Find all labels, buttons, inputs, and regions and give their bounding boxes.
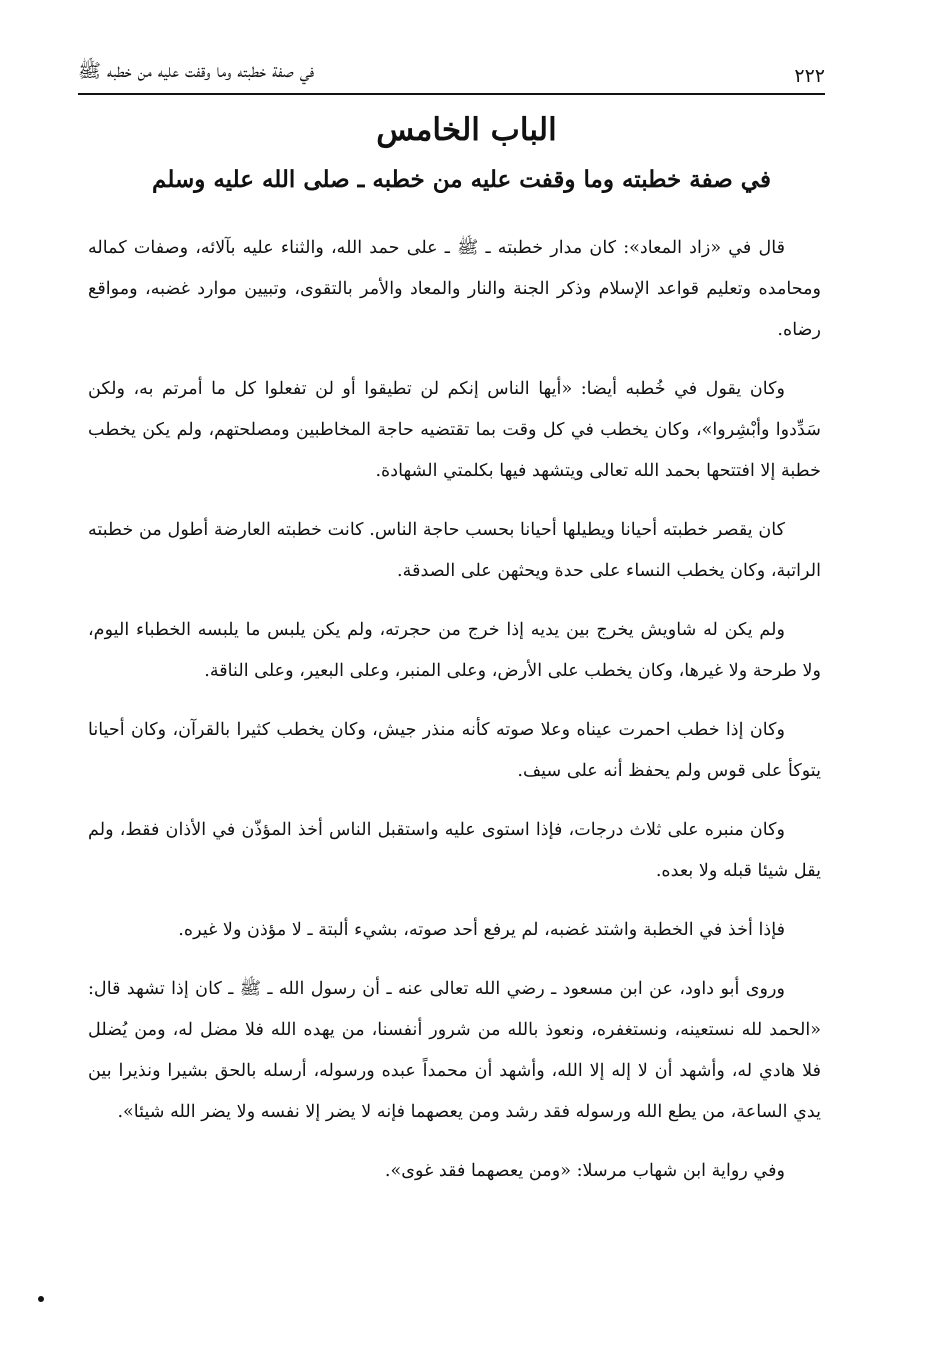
- paragraph: فإذا أخذ في الخطبة واشتد غضبه، لم يرفع أحد صوته، بشيء ألبتة ـ لا مؤذن ولا غيره.: [178, 920, 785, 940]
- paragraph: ولم يكن له شاويش يخرج بين يديه إذا خرج من حجرته، ولم يكن يلبس ما يلبسه الخطباء اليوم، ولا طرحة ولا غيرها، وكان يخطب على الأرض، وعلى المنبر، وعلى البعير، وعلى الناقة.: [88, 620, 821, 681]
- page-number: ٢٢٢: [794, 65, 825, 87]
- chapter-title: الباب الخامس: [376, 112, 557, 148]
- paragraph: كان يقصر خطبته أحيانا ويطيلها أحيانا بحسب حاجة الناس. كانت خطبته العارضة أطول من خطبته الراتبة، وكان يخطب النساء على حدة ويحثهن على الصدقة.: [88, 520, 821, 581]
- running-title: في صفة خطبته وما وقفت عليه من خطبه ﷺ: [78, 60, 315, 82]
- running-header: [78, 55, 825, 95]
- paragraph: وروى أبو داود، عن ابن مسعود ـ رضي الله تعالى عنه ـ أن رسول الله ـ ﷺ ـ كان إذا تشهد قال: «الحمد لله نستعينه، ونستغفره، ونعوذ بالله من شرور أنفسنا، من يهده الله فلا مضل له، ومن يُضلل فلا هادي له، وأشهد أن لا إله إلا الله، وأشهد أن محمداً عبده ورسوله، أرسله بالحق بشيرا ونذيرا بين يدي الساعة، من يطع الله ورسوله فقد رشد ومن يعصهما فإنه لا يضر إلا نفسه ولا يضر الله شيئا».: [88, 979, 821, 1122]
- paragraph: وكان إذا خطب احمرت عيناه وعلا صوته كأنه منذر جيش، وكان يخطب كثيرا بالقرآن، وكان أحيانا يتوكأ على قوس ولم يحفظ أنه على سيف.: [88, 720, 821, 781]
- body-text: [88, 228, 821, 1210]
- paragraph: قال في «زاد المعاد»: كان مدار خطبته ـ ﷺ ـ على حمد الله، والثناء عليه بآلائه، وصفات كماله ومحامده وتعليم قواعد الإسلام وذكر الجنة والنار والمعاد والأمر بالتقوى، وتبيين موارد غضبه، ومواقع رضاه.: [88, 238, 821, 340]
- paragraph: وفي رواية ابن شهاب مرسلا: «ومن يعصهما فقد غوى».: [384, 1161, 785, 1181]
- paragraph: وكان منبره على ثلاث درجات، فإذا استوى عليه واستقبل الناس أخذ المؤذّن في الأذان فقط، ولم يقل شيئا قبله ولا بعده.: [88, 820, 821, 881]
- paragraph: وكان يقول في خُطبه أيضا: «أيها الناس إنكم لن تطيقوا أو لن تفعلوا كل ما أمرتم به، ولكن سَدِّدوا وأبْشِروا»، وكان يخطب في كل وقت بما تقتضيه حاجة المخاطبين ومصلحتهم، ولم يكن يخطب خطبة إلا افتتحها بحمد الله تعالى ويتشهد فيها بكلمتي الشهادة.: [88, 379, 821, 481]
- margin-dot: [38, 1296, 44, 1302]
- chapter-subtitle: في صفة خطبته وما وقفت عليه من خطبه ـ صلى الله عليه وسلم: [152, 166, 771, 193]
